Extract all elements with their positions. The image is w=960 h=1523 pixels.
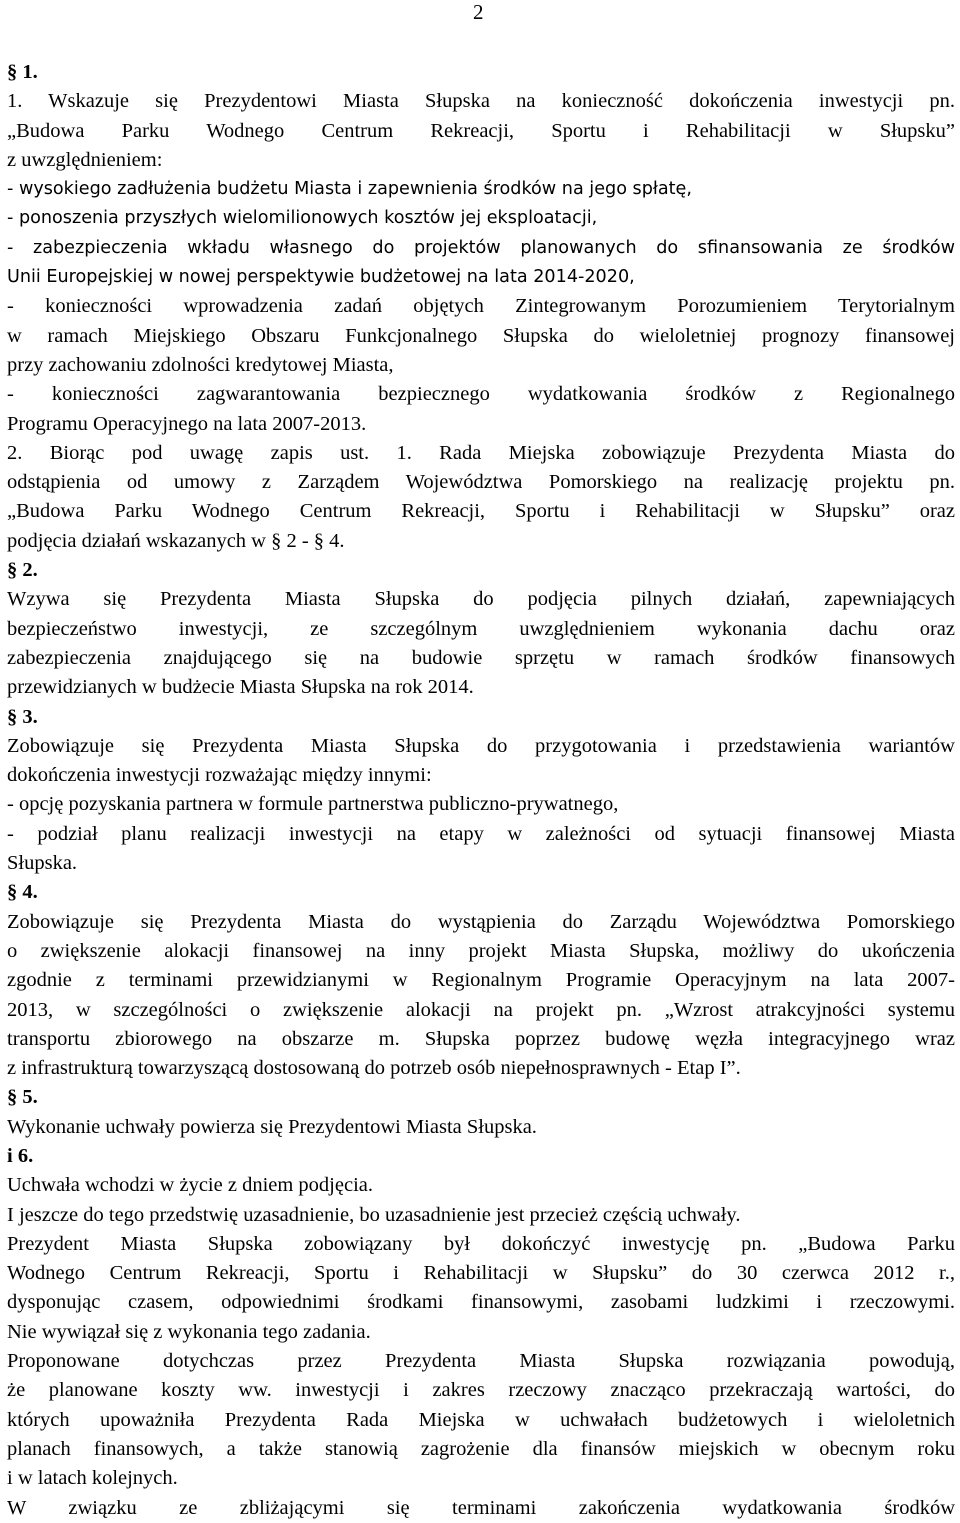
text-line: I jeszcze do tego przedstwię uzasadnienie, bo uzasadnienie jest przecież częścią uchwały. [7, 1203, 741, 1226]
section-heading: i 6. [7, 1144, 34, 1167]
text-line: - konieczności zagwarantowania bezpiecznego wydatkowania środków z Regionalnego [7, 383, 955, 406]
text-line: - zabezpieczenia wkładu własnego do projektów planowanych do sfinansowania ze środków [7, 237, 955, 258]
section-heading: § 1. [7, 61, 38, 83]
text-line: - konieczności wprowadzenia zadań objętych Zintegrowanym Porozumieniem Terytorialnym [7, 295, 955, 318]
text-line: Uchwała wchodzi w życie z dniem podjęcia. [7, 1174, 373, 1197]
text-line: dysponując czasem, odpowiednimi środkami finansowymi, zasobami ludzkimi i rzeczowymi. [7, 1291, 955, 1314]
text-line: przy zachowaniu zdolności kredytowej Miasta, [7, 353, 394, 376]
section-heading: § 4. [7, 881, 38, 904]
text-line: 2. Biorąc pod uwagę zapis ust. 1. Rada Miejska zobowiązuje Prezydenta Miasta do [7, 441, 955, 464]
text-line: zgodnie z terminami przewidzianymi w Regionalnym Programie Operacyjnym na lata 2007- [7, 969, 955, 992]
text-line: planach finansowych, a także stanowią zagrożenie dla finansów miejskich w obecnym roku [7, 1437, 955, 1460]
text-line: 2013, w szczególności o zwiększenie alokacji na projekt pn. „Wzrost atrakcyjności systemu [7, 998, 955, 1021]
text-line: podjęcia działań wskazanych w § 2 - § 4. [7, 529, 345, 552]
text-line: - wysokiego zadłużenia budżetu Miasta i zapewnienia środków na jego spłatę, [7, 179, 692, 200]
text-line: Programu Operacyjnego na lata 2007-2013. [7, 412, 367, 435]
section-heading: § 3. [7, 705, 38, 728]
text-line: - ponoszenia przyszłych wielomilionowych kosztów jej eksploatacji, [7, 208, 598, 229]
text-line: W związku ze zbliżającymi się terminami zakończenia wydatkowania środków [7, 1496, 955, 1519]
text-line: i w latach kolejnych. [7, 1467, 178, 1490]
text-line: Słupska. [7, 852, 78, 875]
text-line: zabezpieczenia znajdującego się na budowie sprzętu w ramach środków finansowych [7, 646, 955, 669]
text-line: - podział planu realizacji inwestycji na etapy w zależności od sytuacji finansowej Miasta [7, 822, 955, 845]
text-line: że planowane koszty ww. inwestycji i zakres rzeczowy znacząco przekraczają wartości, do [7, 1379, 955, 1402]
text-line: Prezydent Miasta Słupska zobowiązany był dokończyć inwestycję pn. „Budowa Parku [7, 1232, 955, 1255]
text-line: Unii Europejskiej w nowej perspektywie budżetowej na lata 2014-2020, [7, 267, 635, 288]
page-number: 2 [473, 0, 484, 24]
text-line: bezpieczeństwo inwestycji, ze szczególnym uwzględnieniem wykonania dachu oraz [7, 617, 955, 640]
text-line: Proponowane dotychczas przez Prezydenta Miasta Słupska rozwiązania powodują, [7, 1350, 955, 1373]
text-line: transportu zbiorowego na obszarze m. Słupska poprzez budowę węzła integracyjnego wraz [7, 1027, 955, 1050]
text-line: których upoważniła Prezydenta Rada Miejska w uchwałach budżetowych i wieloletnich [7, 1408, 955, 1431]
text-line: 1. Wskazuje się Prezydentowi Miasta Słupska na konieczność dokończenia inwestycji pn. [7, 90, 955, 113]
document-body [7, 58, 955, 1523]
text-line: Zobowiązuje się Prezydenta Miasta do wystąpienia do Zarządu Województwa Pomorskiego [7, 910, 955, 933]
text-line: „Budowa Parku Wodnego Centrum Rekreacji, Sportu i Rehabilitacji w Słupsku” [7, 119, 955, 142]
text-line: przewidzianych w budżecie Miasta Słupska na rok 2014. [7, 676, 474, 699]
text-line: Wodnego Centrum Rekreacji, Sportu i Rehabilitacji w Słupsku” do 30 czerwca 2012 r., [7, 1262, 955, 1285]
text-line: „Budowa Parku Wodnego Centrum Rekreacji, Sportu i Rehabilitacji w Słupsku” oraz [7, 500, 955, 523]
text-line: Wykonanie uchwały powierza się Prezydentowi Miasta Słupska. [7, 1115, 537, 1138]
text-line: z uwzględnieniem: [7, 148, 163, 171]
text-line: dokończenia inwestycji rozważając między innymi: [7, 764, 432, 787]
text-line: w ramach Miejskiego Obszaru Funkcjonalnego Słupska do wieloletniej prognozy finansowej [7, 324, 955, 347]
text-line: z infrastrukturą towarzyszącą dostosowaną do potrzeb osób niepełnosprawnych - Etap I”. [7, 1057, 741, 1080]
text-line: odstąpienia od umowy z Zarządem Województwa Pomorskiego na realizację projektu pn. [7, 471, 955, 494]
section-heading: § 2. [7, 559, 38, 582]
text-line: Wzywa się Prezydenta Miasta Słupska do podjęcia pilnych działań, zapewniających [7, 588, 955, 611]
text-line: Nie wywiązał się z wykonania tego zadania. [7, 1320, 371, 1343]
text-line: o zwiększenie alokacji finansowej na inny projekt Miasta Słupska, możliwy do ukończenia [7, 939, 955, 962]
text-line: - opcję pozyskania partnera w formule partnerstwa publiczno-prywatnego, [7, 793, 619, 816]
section-heading: § 5. [7, 1086, 38, 1109]
text-line: Zobowiązuje się Prezydenta Miasta Słupska do przygotowania i przedstawienia wariantów [7, 734, 955, 757]
